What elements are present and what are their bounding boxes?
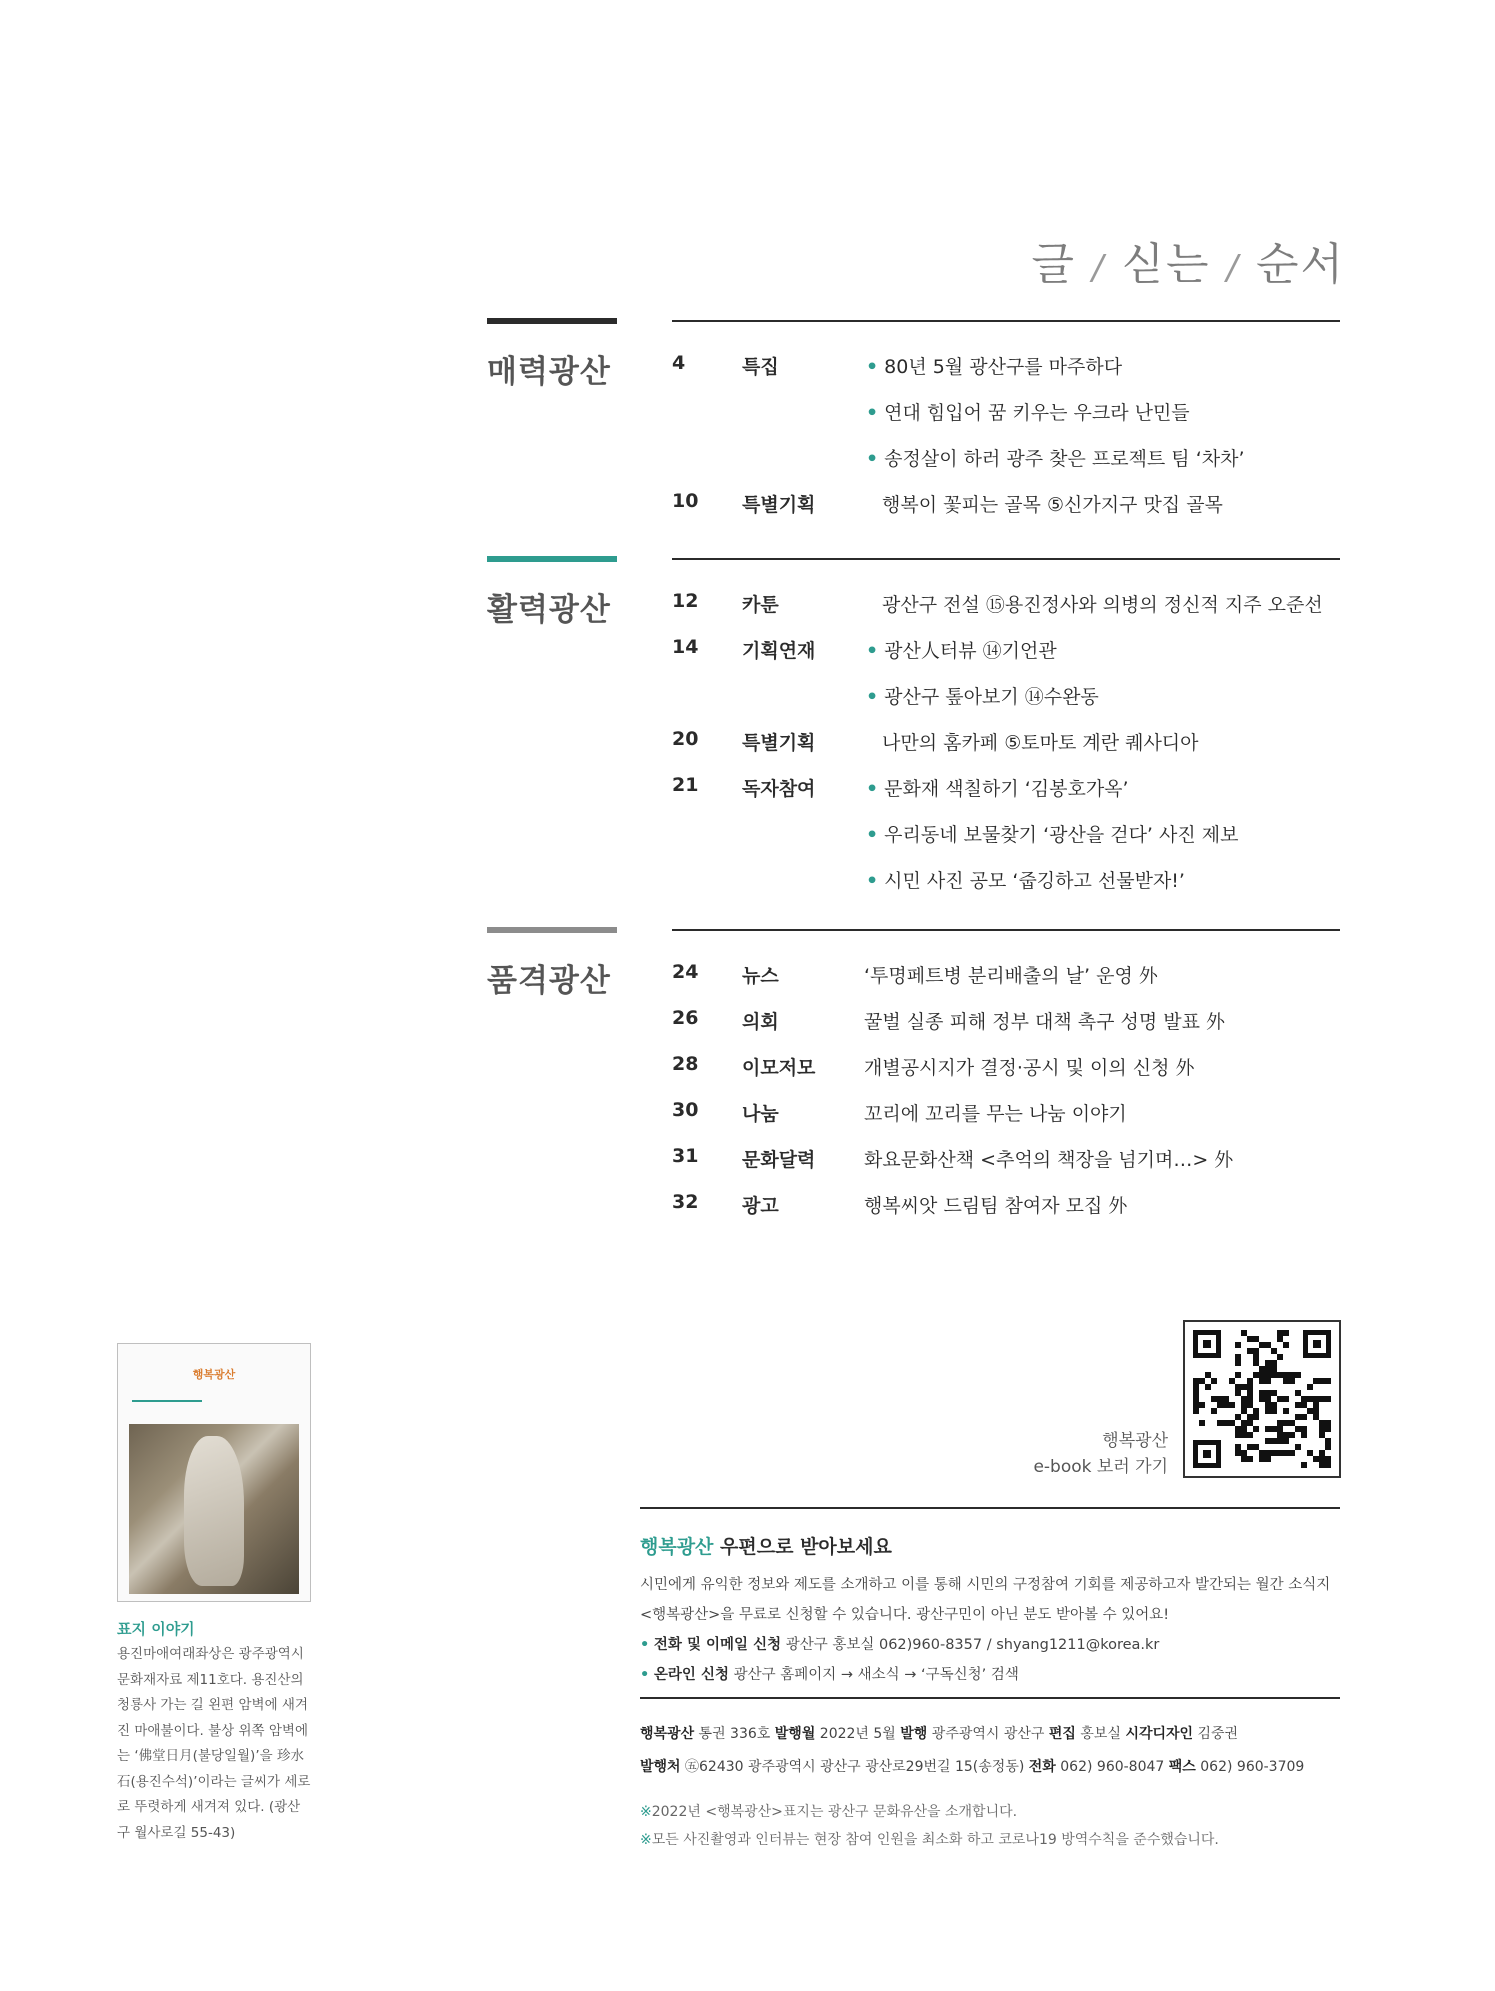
toc-row[interactable] — [672, 682, 1352, 728]
qr-module — [1265, 1378, 1271, 1384]
qr-module — [1295, 1372, 1301, 1378]
article-title: • 80년 5월 광산구를 마주하다 — [866, 356, 1123, 378]
qr-module — [1253, 1414, 1259, 1420]
category: 의회 — [742, 1011, 779, 1033]
category: 나눔 — [742, 1103, 779, 1125]
article-title: • 송정살이 하러 광주 찾은 프로젝트 팀 ‘차차’ — [866, 448, 1245, 470]
article-title: 나만의 홈카페 ⑤토마토 계란 퀘사디아 — [882, 732, 1199, 754]
section-name: 품격광산 — [487, 963, 611, 999]
category: 이모저모 — [742, 1057, 816, 1079]
qr-module — [1283, 1396, 1289, 1402]
article-title: 개별공시지가 결정·공시 및 이의 신청 外 — [864, 1057, 1195, 1079]
qr-module — [1301, 1462, 1307, 1468]
qr-module — [1199, 1402, 1205, 1408]
article-title: 행복씨앗 드림팀 참여자 모집 外 — [864, 1195, 1128, 1217]
toc-row[interactable] — [672, 961, 1352, 1007]
bullet-icon: • — [866, 686, 879, 708]
qr-module — [1277, 1354, 1283, 1360]
toc-row[interactable] — [672, 444, 1352, 490]
qr-module — [1199, 1420, 1205, 1426]
bullet-icon: • — [866, 824, 879, 846]
category: 독자참여 — [742, 778, 816, 800]
qr-code-icon[interactable] — [1183, 1320, 1341, 1478]
publication-rule — [640, 1697, 1340, 1699]
toc-row[interactable] — [672, 1053, 1352, 1099]
section-rule — [672, 558, 1340, 560]
subscribe-rule — [640, 1507, 1340, 1509]
qr-module — [1205, 1384, 1211, 1390]
cover-story-text: 용진마애여래좌상은 광주광역시 문화재자료 제11호다. 용진산의 청룡사 가는 길 왼편 암벽에 새겨진 마애불이다. 불상 위쪽 암벽에는 ‘佛堂日月(불당일월)’을 珍水石(용진수석)’이라는 글씨가 세로로 뚜렷하게 새겨져 있다. (광산구 월사로길 55-43) — [117, 1646, 311, 1841]
qr-module — [1253, 1426, 1259, 1432]
category: 뉴스 — [742, 965, 779, 987]
qr-module — [1283, 1342, 1289, 1348]
qr-module — [1289, 1432, 1295, 1438]
page-number: 4 — [672, 352, 686, 374]
qr-module — [1271, 1408, 1277, 1414]
cover-story-title: 표지 이야기 — [117, 1620, 195, 1638]
page-number: 32 — [672, 1191, 699, 1213]
section-accent-bar — [487, 927, 617, 933]
qr-module — [1283, 1408, 1289, 1414]
page-number: 28 — [672, 1053, 699, 1075]
toc-row[interactable] — [672, 590, 1352, 636]
article-title: • 우리동네 보물찾기 ‘광산을 걷다’ 사진 제보 — [866, 824, 1239, 846]
article-title: • 문화재 색칠하기 ‘김봉호가옥’ — [866, 778, 1129, 800]
qr-module — [1301, 1432, 1307, 1438]
qr-module — [1289, 1450, 1295, 1456]
qr-module — [1325, 1396, 1331, 1402]
toc-row[interactable] — [672, 866, 1352, 912]
category: 특별기획 — [742, 732, 816, 754]
toc-row[interactable] — [672, 1191, 1352, 1237]
cover-accent-line — [132, 1400, 202, 1402]
qr-module — [1265, 1456, 1271, 1462]
section-rule — [672, 929, 1340, 931]
page-number: 10 — [672, 490, 699, 512]
page-number: 24 — [672, 961, 699, 983]
category: 카툰 — [742, 594, 779, 616]
toc-row[interactable] — [672, 398, 1352, 444]
article-title: ‘투명페트병 분리배출의 날’ 운영 外 — [864, 965, 1158, 987]
qr-module — [1229, 1402, 1235, 1408]
toc-row[interactable] — [672, 636, 1352, 682]
article-title: 꿀벌 실종 피해 정부 대책 촉구 성명 발표 外 — [864, 1011, 1225, 1033]
category: 광고 — [742, 1195, 779, 1217]
category: 특집 — [742, 356, 779, 378]
qr-module — [1325, 1444, 1331, 1450]
footnotes: ※2022년 <행복광산>표지는 광산구 문화유산을 소개합니다. ※모든 사진촬영과 인터뷰는 현장 참여 인원을 최소화 하고 코로나19 방역수칙을 준수했습니다. — [640, 1804, 1219, 1848]
article-title: • 광산구 톺아보기 ⑭수완동 — [866, 686, 1099, 708]
toc-row[interactable] — [672, 490, 1352, 536]
qr-module — [1283, 1438, 1289, 1444]
section-accent-bar — [487, 318, 617, 324]
qr-module — [1235, 1342, 1241, 1348]
category: 특별기획 — [742, 494, 816, 516]
qr-module — [1289, 1378, 1295, 1384]
toc-row[interactable] — [672, 1099, 1352, 1145]
cover-photo — [129, 1424, 299, 1594]
bullet-icon: • — [866, 448, 879, 470]
toc-row[interactable] — [672, 774, 1352, 820]
article-title: 꼬리에 꼬리를 무는 나눔 이야기 — [864, 1103, 1127, 1125]
bullet-icon: • — [866, 640, 879, 662]
qr-module — [1247, 1432, 1253, 1438]
qr-module — [1307, 1384, 1313, 1390]
page-number: 26 — [672, 1007, 699, 1029]
toc-row[interactable] — [672, 1145, 1352, 1191]
qr-module — [1247, 1456, 1253, 1462]
toc-row[interactable] — [672, 820, 1352, 866]
subscribe-title: 행복광산 우편으로 받아보세요 — [640, 1536, 892, 1558]
qr-module — [1193, 1408, 1199, 1414]
subscribe-text: 시민에게 유익한 정보와 제도를 소개하고 이를 통해 시민의 구정참여 기회를 제공하고자 발간되는 월간 소식지 <행복광산>을 무료로 신청할 수 있습니다. 광산구민이 아닌 분도 받아볼 수 있어요! • 전화 및 이메일 신청 광산구 홍보실 062)960-8357 / shyang1211@korea.kr • 온라인 신청 광산구 홈페이지 → 새소식 → ‘구독신청’ 검색 — [640, 1577, 1331, 1683]
bullet-icon: • — [866, 356, 879, 378]
article-title: • 연대 힘입어 꿈 키우는 우크라 난민들 — [866, 402, 1190, 424]
article-title: 행복이 꽃피는 골목 ⑤신가지구 맛집 골목 — [882, 494, 1223, 516]
bullet-icon: • — [866, 870, 879, 892]
section-accent-bar — [487, 556, 617, 562]
toc-row[interactable] — [672, 728, 1352, 774]
qr-module — [1325, 1462, 1331, 1468]
cover-thumbnail[interactable] — [117, 1343, 311, 1602]
section-name: 활력광산 — [487, 592, 611, 628]
toc-row[interactable] — [672, 352, 1352, 398]
qr-caption: 행복광산 e-book 보러 가기 — [1033, 1431, 1168, 1477]
page-title: 글 / 싣는 / 순서 — [1031, 239, 1345, 290]
article-title: 화요문화산책 <추억의 책장을 넘기며…> 外 — [864, 1149, 1234, 1171]
article-title: • 시민 사진 공모 ‘줍깅하고 선물받자!’ — [866, 870, 1185, 892]
qr-module — [1283, 1330, 1289, 1336]
qr-module — [1211, 1408, 1217, 1414]
qr-module — [1301, 1414, 1307, 1420]
section-rule — [672, 320, 1340, 322]
publication-info: 행복광산 통권 336호 발행월 2022년 5월 발행 광주광역시 광산구 편집 홍보실 시각디자인 김중권 발행처 ㊄62430 광주광역시 광산구 광산로29번길 15(송정동) 전화 062) 960-8047 팩스 062) 960-3709 — [640, 1726, 1305, 1775]
bullet-icon: • — [866, 778, 879, 800]
qr-module — [1211, 1378, 1217, 1384]
bullet-icon: • — [866, 402, 879, 424]
section-name: 매력광산 — [487, 354, 611, 390]
qr-module — [1235, 1372, 1241, 1378]
article-title: 광산구 전설 ⑮용진정사와 의병의 정신적 지주 오준선 — [882, 594, 1323, 616]
page-number: 21 — [672, 774, 699, 796]
cover-logo: 행복광산 — [192, 1368, 236, 1381]
qr-module — [1235, 1360, 1241, 1366]
page-number: 30 — [672, 1099, 699, 1121]
page-number: 12 — [672, 590, 699, 612]
article-title: • 광산人터뷰 ⑭기언관 — [866, 640, 1057, 662]
page-number: 20 — [672, 728, 699, 750]
qr-module — [1325, 1378, 1331, 1384]
qr-module — [1325, 1426, 1331, 1432]
page-number: 31 — [672, 1145, 699, 1167]
page-number: 14 — [672, 636, 699, 658]
toc-row[interactable] — [672, 1007, 1352, 1053]
qr-module — [1295, 1444, 1301, 1450]
category: 기획연재 — [742, 640, 816, 662]
category: 문화달력 — [742, 1149, 816, 1171]
